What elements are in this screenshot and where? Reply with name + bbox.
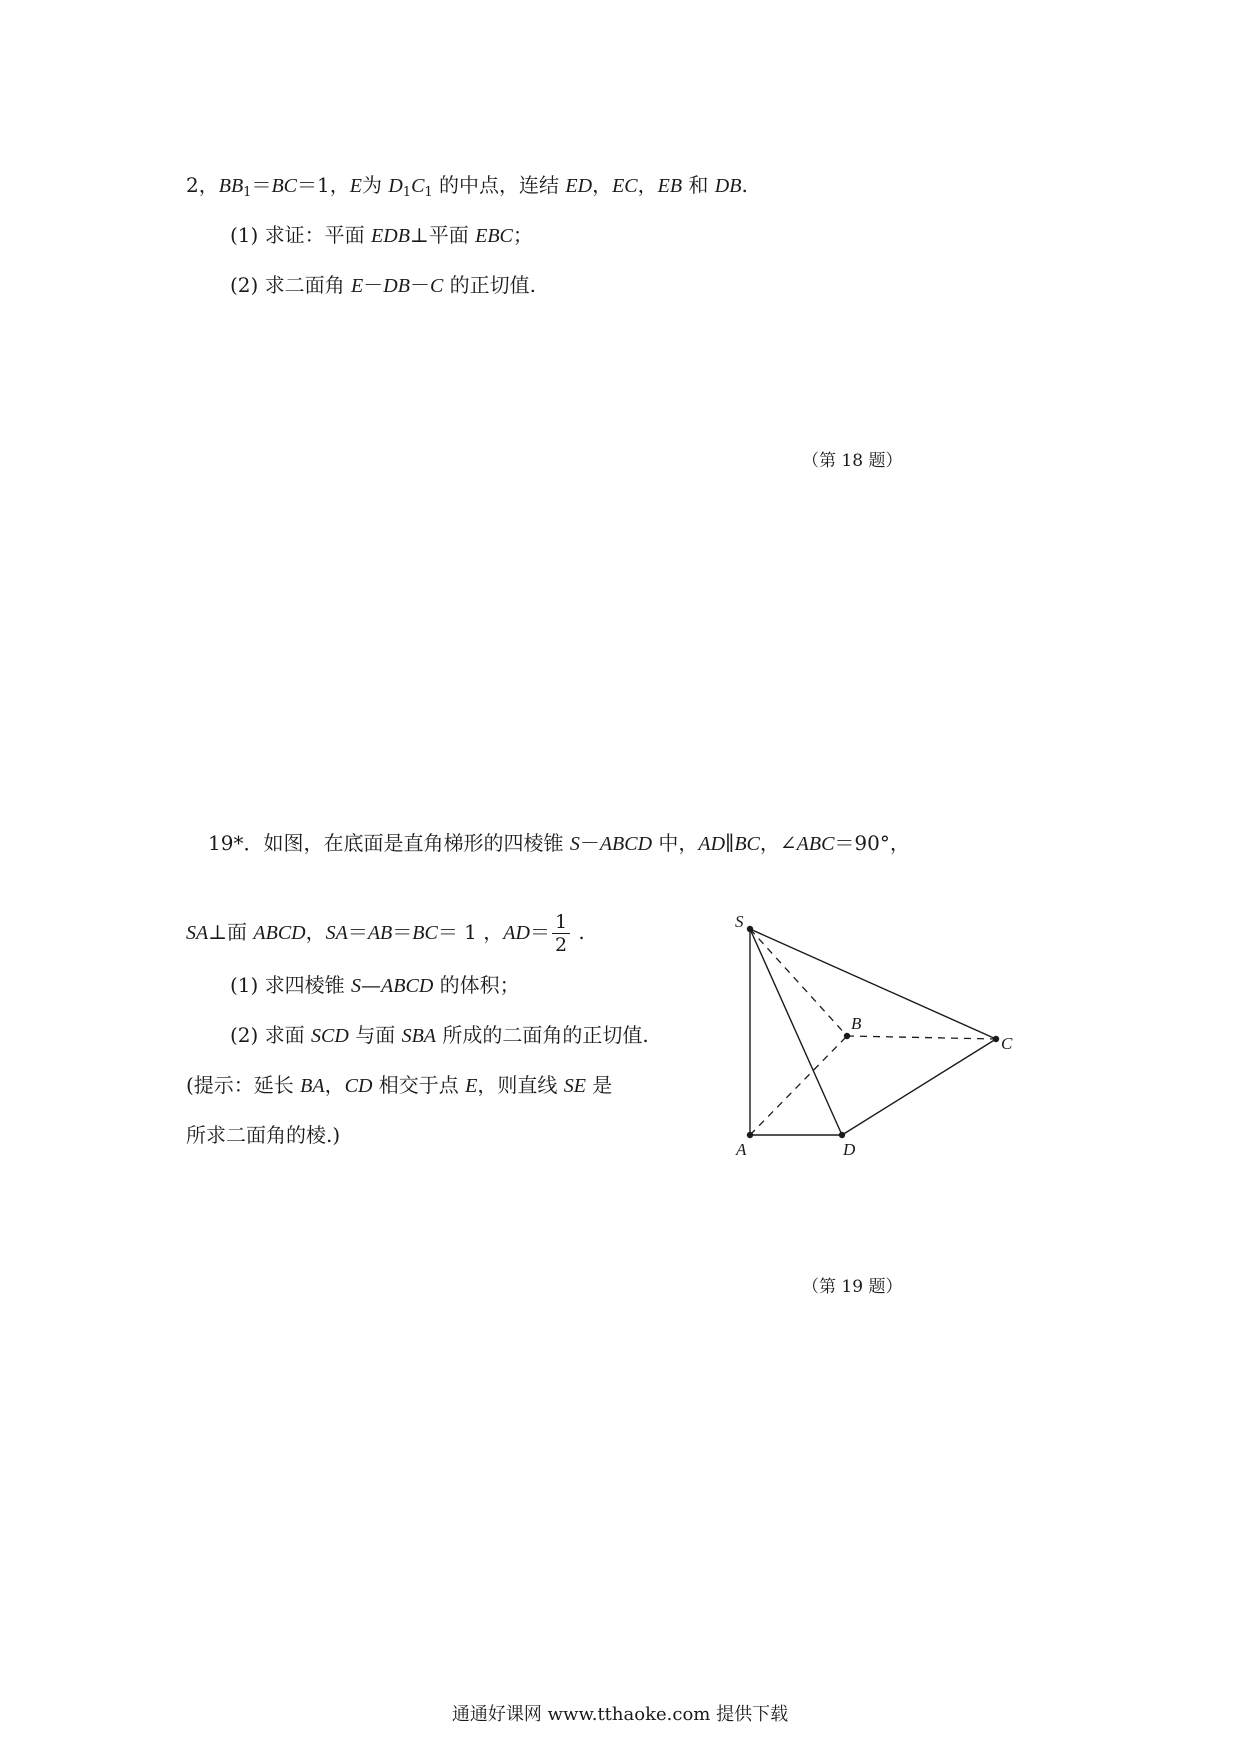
q19-part1: (1) 求四棱锥 S—ABCD 的体积； xyxy=(230,973,520,997)
q18-figure-caption: （第 18 题） xyxy=(802,451,903,471)
q19-hint-line1: (提示：延长 BA，CD 相交于点 E，则直线 SE 是 xyxy=(186,1073,613,1097)
q19-line1: 19*．如图，在底面是直角梯形的四棱锥 S－ABCD 中，AD∥BC，∠ABC＝90°， xyxy=(208,831,910,855)
edge-dc xyxy=(842,1039,996,1135)
q18-part1: (1) 求证：平面 EDB⊥平面 EBC； xyxy=(230,223,533,247)
edge-bc-hidden xyxy=(847,1036,996,1039)
edge-sb-hidden xyxy=(750,929,847,1036)
vertex-d xyxy=(839,1132,845,1138)
page-footer: 通通好课网 www.tthaoke.com 提供下载 xyxy=(451,1704,789,1725)
q19-figure-caption: （第 19 题） xyxy=(802,1277,903,1297)
q19-hint-line2: 所求二面角的棱.) xyxy=(186,1123,341,1147)
q18-part2: (2) 求二面角 E－DB－C 的正切值. xyxy=(230,273,536,297)
fraction-one-half: $\frac{1}{2}$ xyxy=(552,911,570,956)
label-s: S xyxy=(735,912,744,931)
q19-line2: SA⊥面 ABCD，SA＝AB＝BC＝ 1 ，AD＝ $\frac{1}{2}$ . xyxy=(186,911,585,956)
label-c: C xyxy=(1001,1034,1013,1053)
label-a: A xyxy=(736,1140,747,1159)
q18-line1: 2，$BB_1=BC=1$，E为 $D_1C_1$ 的中点，连结 ED，EC，EB 和 DB. xyxy=(186,173,748,200)
edge-sd xyxy=(750,929,842,1135)
q19-part2: (2) 求面 SCD 与面 SBA 所成的二面角的正切值. xyxy=(230,1023,649,1047)
vertex-c xyxy=(993,1036,999,1042)
edge-ab-hidden xyxy=(750,1036,847,1135)
edge-sc xyxy=(750,929,996,1039)
label-d: D xyxy=(843,1140,856,1159)
vertex-a xyxy=(747,1132,753,1138)
vertex-s xyxy=(747,926,753,932)
label-b: B xyxy=(851,1014,862,1033)
vertex-b xyxy=(844,1033,850,1039)
